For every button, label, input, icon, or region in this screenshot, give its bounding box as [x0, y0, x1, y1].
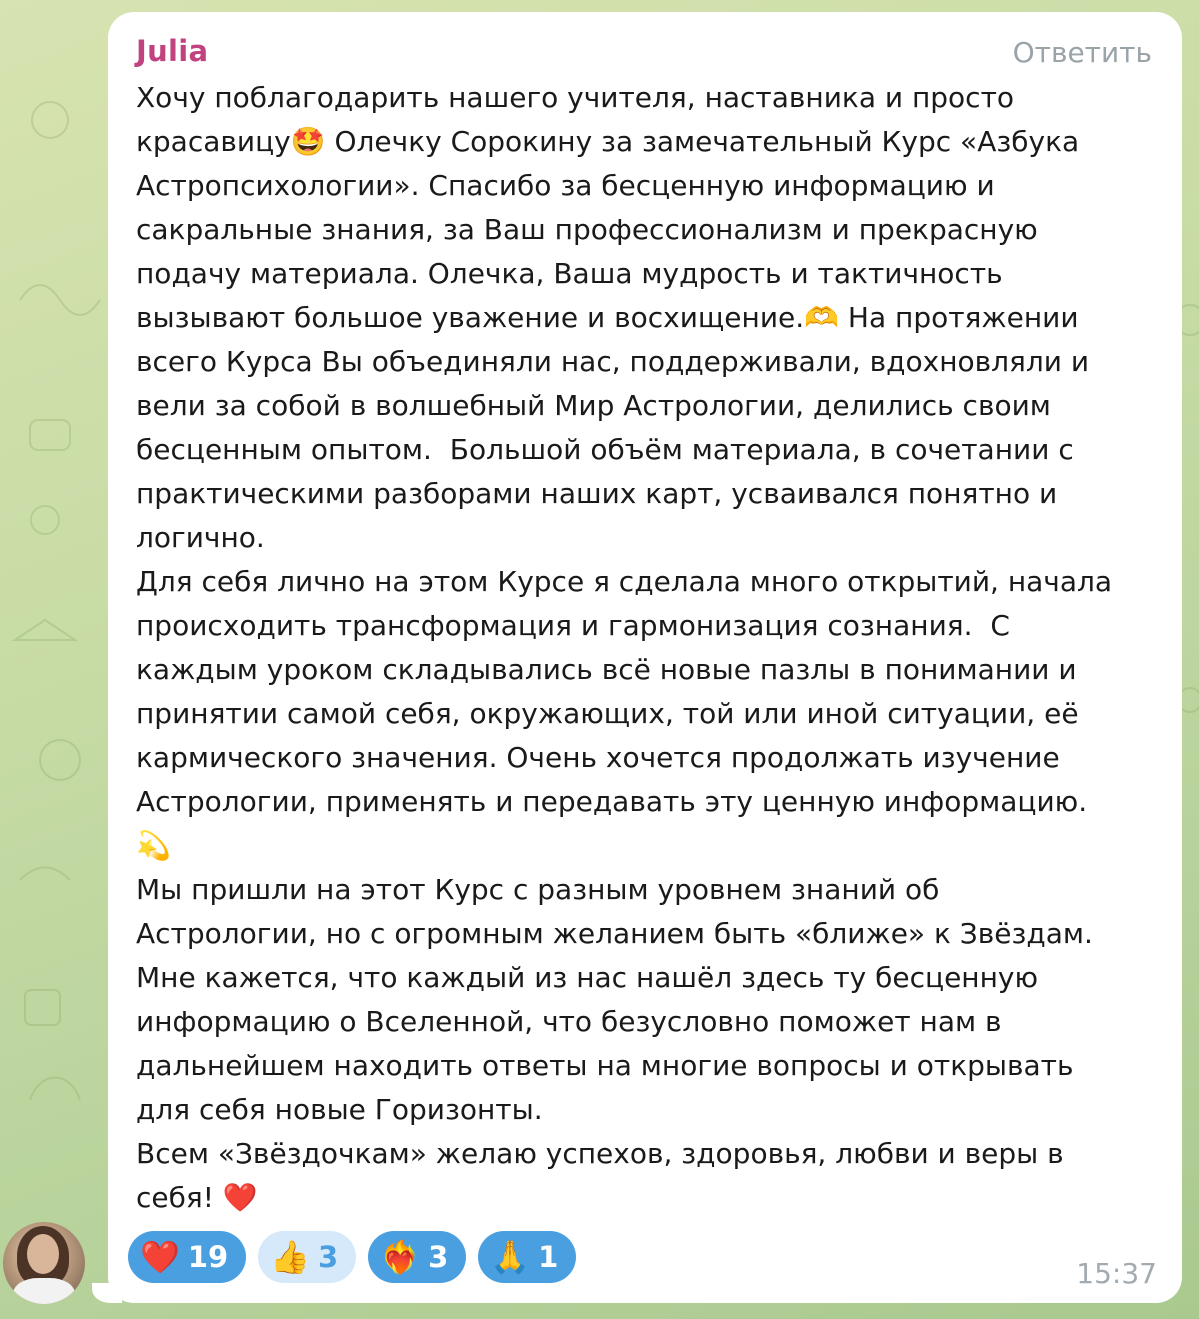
- message-timestamp: 15:37: [1076, 1257, 1157, 1290]
- heart-on-fire-icon: ❤️‍🔥: [380, 1238, 421, 1276]
- avatar[interactable]: [3, 1222, 85, 1304]
- reaction-count: 3: [318, 1240, 339, 1274]
- message-text: Хочу поблагодарить нашего учителя, наставника и просто красавицу🤩 Олечку Сорокину за замечательный Курс «Азбука Астропсихологии». Спасибо за бесценную информацию и сакральные знания, за Ваш профессионализм и прекрасную подачу материала. Олечка, Ваша мудрость и тактичность вызывают большое уважение и восхищение.🫶 На протяжении всего Курса Вы объединяли нас, поддерживали, вдохновляли и вели за собой в волшебный Мир Астрологии, делились своим бесценным опытом. Большой объём материала, в сочетании с практическими разборами наших карт, усваивался понятно и логично. Для себя лично на этом Курсе я сделала много открытий, начала происходить трансформация и гармонизация сознания. С каждым уроком складывались всё новые пазлы в понимании и принятии самой себя, окружающих, той или иной ситуации, её кармического значения. Очень хочется продолжать изучение Астрологии, применять и передавать эту ценную информацию. 💫 Мы пришли на этот Курс с разным уровнем знаний об Астрологии, но с огромным желанием быть «ближе» к Звёздам. Мне кажется, что каждый из нас нашёл здесь ту бесценную информацию о Вселенной, что безусловно поможет нам в дальнейшем находить ответы на многие вопросы и открывать для себя новые Горизонты. Всем «Звёздочкам» желаю успехов, здоровья, любви и веры в себя! ❤️: [136, 81, 1113, 1214]
- reaction-heart-on-fire[interactable]: [368, 1231, 466, 1283]
- reaction-count: 19: [187, 1240, 229, 1274]
- sender-name[interactable]: Julia: [136, 34, 209, 68]
- reaction-folded-hands[interactable]: [478, 1231, 576, 1283]
- reaction-heart[interactable]: [128, 1231, 246, 1283]
- heart-icon: ❤️: [140, 1238, 180, 1276]
- folded-hands-icon: 🙏: [490, 1238, 531, 1276]
- reply-button[interactable]: Ответить: [1012, 36, 1152, 69]
- reaction-count: 1: [538, 1240, 559, 1274]
- thumbs-up-icon: 👍: [270, 1238, 311, 1276]
- reaction-count: 3: [428, 1240, 449, 1274]
- reactions-bar: [128, 1231, 576, 1283]
- reaction-thumbs-up[interactable]: [258, 1231, 356, 1283]
- avatar-face: [27, 1234, 59, 1274]
- avatar-shirt: [13, 1278, 75, 1304]
